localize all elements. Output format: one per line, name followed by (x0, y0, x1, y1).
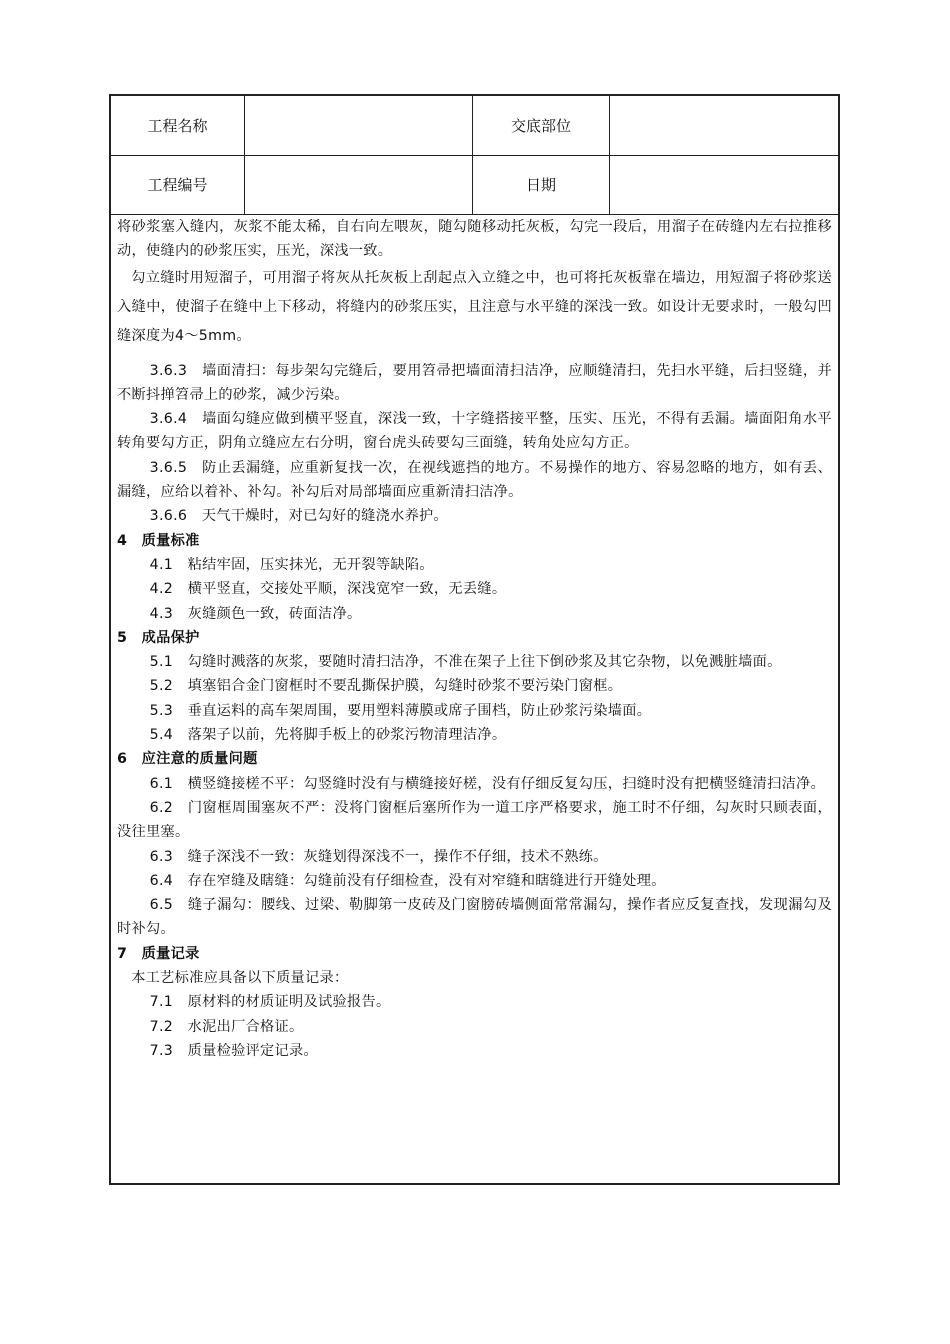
paragraph: 3.6.6 天气干燥时，对已勾好的缝浇水养护。 (149, 508, 449, 525)
list-item: 7.1 原材料的材质证明及试验报告。 (149, 994, 391, 1011)
list-item: 4.1 粘结牢固，压实抹光，无开裂等缺陷。 (149, 556, 434, 573)
content-body (117, 215, 832, 1063)
paragraph: 本工艺标准应具备以下质量记录： (131, 970, 349, 987)
part-value (610, 96, 838, 155)
list-item: 7.3 质量检验评定记录。 (149, 1042, 318, 1059)
list-item: 6.5 缝子漏勾：腰线、过梁、勒脚第一皮砖及门窗膀砖墙侧面常常漏勾，操作者应反复查找，发现漏勾及时补勾。 (117, 897, 832, 938)
header-row-1 (111, 96, 838, 156)
paragraph: 3.6.4 墙面勾缝应做到横平竖直，深浅一致，十字缝搭接平整，压实、压光，不得有丢漏。墙面阳角水平转角要勾方正，阴角立缝应左右分明，窗台虎头砖要勾三面缝，转角处应勾方正。 (117, 411, 832, 452)
list-item: 5.1 勾缝时溅落的灰浆，要随时清扫洁净，不准在架子上往下倒砂浆及其它杂物，以免溅脏墙面。 (149, 654, 782, 671)
date-value (610, 155, 838, 214)
section-heading: 4 质量标准 (117, 532, 200, 549)
list-item: 7.2 水泥出厂合格证。 (149, 1018, 304, 1035)
header-row-2 (111, 155, 838, 215)
list-item: 4.3 灰缝颜色一致，砖面洁净。 (149, 605, 362, 622)
paragraph: 3.6.5 防止丢漏缝，应重新复找一次，在视线遮挡的地方。不易操作的地方、容易忽略的地方，如有丢、漏缝，应给以着补、补勾。补勾后对局部墙面应重新清扫洁净。 (117, 459, 832, 501)
project-no-value (245, 155, 473, 214)
section-heading: 5 成品保护 (117, 629, 200, 646)
list-item: 6.2 门窗框周围塞灰不严：没将门窗框后塞所作为一道工序严格要求，施工时不仔细，勾灰时只顾表面，没往里塞。 (117, 799, 832, 841)
date-label: 日期 (473, 155, 610, 214)
list-item: 6.3 缝子深浅不一致：灰缝划得深浅不一，操作不仔细，技术不熟练。 (149, 848, 608, 865)
project-name-label: 工程名称 (111, 96, 245, 155)
paragraph: 勾立缝时用短溜子，可用溜子将灰从托灰板上刮起点入立缝之中，也可将托灰板靠在墙边，用短溜子将砂浆送入缝中，使溜子在缝中上下移动，将缝内的砂浆压实，且注意与水平缝的深浅一致。如设计无要求时，一般勾凹缝深度为4～5mm。 (117, 269, 832, 344)
list-item: 6.4 存在窄缝及瞎缝：勾缝前没有仔细检查，没有对窄缝和瞎缝进行开缝处理。 (149, 872, 666, 889)
section-heading: 7 质量记录 (117, 945, 200, 962)
paragraph: 将砂浆塞入缝内，灰浆不能太稀，自右向左喂灰，随勾随移动托灰板，勾完一段后，用溜子在砖缝内左右拉推移动，使缝内的砂浆压实，压光，深浅一致。 (117, 219, 832, 260)
section-heading: 6 应注意的质量问题 (117, 751, 258, 768)
list-item: 5.3 垂直运料的高车架周围，要用塑料薄膜或席子围档，防止砂浆污染墙面。 (149, 702, 652, 719)
list-item: 4.2 横平竖直，交接处平顺，深浅宽窄一致，无丢缝。 (149, 581, 507, 598)
list-item: 5.2 填塞铝合金门窗框时不要乱撕保护膜，勾缝时砂浆不要污染门窗框。 (149, 678, 623, 695)
project-name-value (245, 96, 473, 155)
list-item: 6.1 横竖缝接槎不平：勾竖缝时没有与横缝接好槎，没有仔细反复勾压，扫缝时没有把横竖缝清扫洁净。 (149, 775, 826, 792)
list-item: 5.4 落架子以前，先将脚手板上的砂浆污物清理洁净。 (149, 727, 507, 744)
paragraph: 3.6.3 墙面清扫：每步架勾完缝后，要用笤帚把墙面清扫洁净，应顺缝清扫，先扫水平缝，后扫竖缝，并不断抖掸笤帚上的砂浆，减少污染。 (117, 362, 832, 403)
project-no-label: 工程编号 (111, 155, 245, 214)
part-label: 交底部位 (473, 96, 610, 155)
disclosure-form (109, 94, 840, 1185)
